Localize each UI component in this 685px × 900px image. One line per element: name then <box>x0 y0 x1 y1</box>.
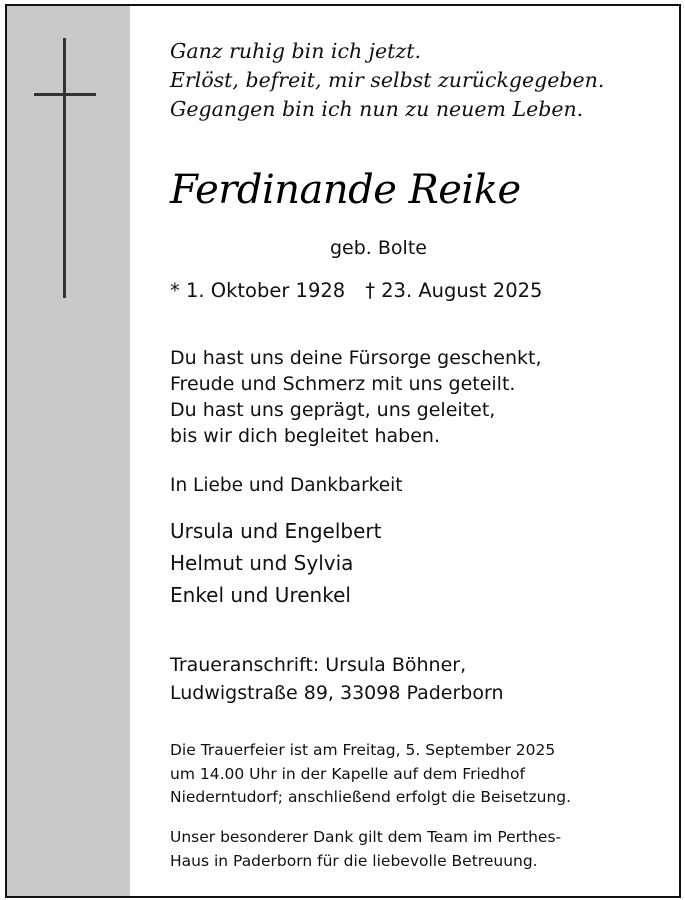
address-line: Ludwigstraße 89, 33098 Paderborn <box>170 682 504 704</box>
family-member: Ursula und Engelbert <box>170 519 382 543</box>
family-member: Enkel und Urenkel <box>170 583 351 607</box>
address-line: Traueranschrift: Ursula Böhner, <box>170 654 467 676</box>
service-line: Die Trauerfeier ist am Freitag, 5. September 2025 <box>170 741 556 759</box>
obituary-notice <box>5 4 681 898</box>
service-line: um 14.00 Uhr in der Kapelle auf dem Friedhof <box>170 764 525 783</box>
cross-horizontal-bar <box>34 93 96 96</box>
verse-line: Du hast uns geprägt, uns geleitet, <box>170 399 496 421</box>
birth-date: * 1. Oktober 1928 <box>170 279 346 302</box>
thanks-line: Unser besonderer Dank gilt dem Team im Perthes- <box>170 828 562 846</box>
memorial-verse <box>170 345 542 449</box>
thanks-note <box>170 825 561 873</box>
life-dates <box>170 278 542 304</box>
verse-line: bis wir dich begleitet haben. <box>170 425 441 447</box>
opening-poem <box>170 37 604 124</box>
verse-line: Freude und Schmerz mit uns geteilt. <box>170 373 516 395</box>
maiden-name: geb. Bolte <box>330 237 427 259</box>
sidebar-band <box>7 6 130 896</box>
poem-line: Erlöst, befreit, mir selbst zurückgegeben. <box>170 68 605 92</box>
cross-vertical-bar <box>63 38 66 298</box>
poem-line: Gegangen bin ich nun zu neuem Leben. <box>170 97 584 121</box>
death-date: † 23. August 2025 <box>365 279 543 302</box>
closing-phrase: In Liebe und Dankbarkeit <box>170 475 403 496</box>
deceased-name: Ferdinande Reike <box>170 167 521 213</box>
thanks-line: Haus in Paderborn für die liebevolle Betreuung. <box>170 852 538 870</box>
funeral-service-info <box>170 739 571 810</box>
service-line: Niederntudorf; anschließend erfolgt die Beisetzung. <box>170 788 572 806</box>
verse-line: Du hast uns deine Fürsorge geschenkt, <box>170 347 542 369</box>
mourning-address <box>170 651 503 707</box>
poem-line: Ganz ruhig bin ich jetzt. <box>170 39 421 63</box>
family-list <box>170 515 381 611</box>
family-member: Helmut und Sylvia <box>170 551 354 575</box>
